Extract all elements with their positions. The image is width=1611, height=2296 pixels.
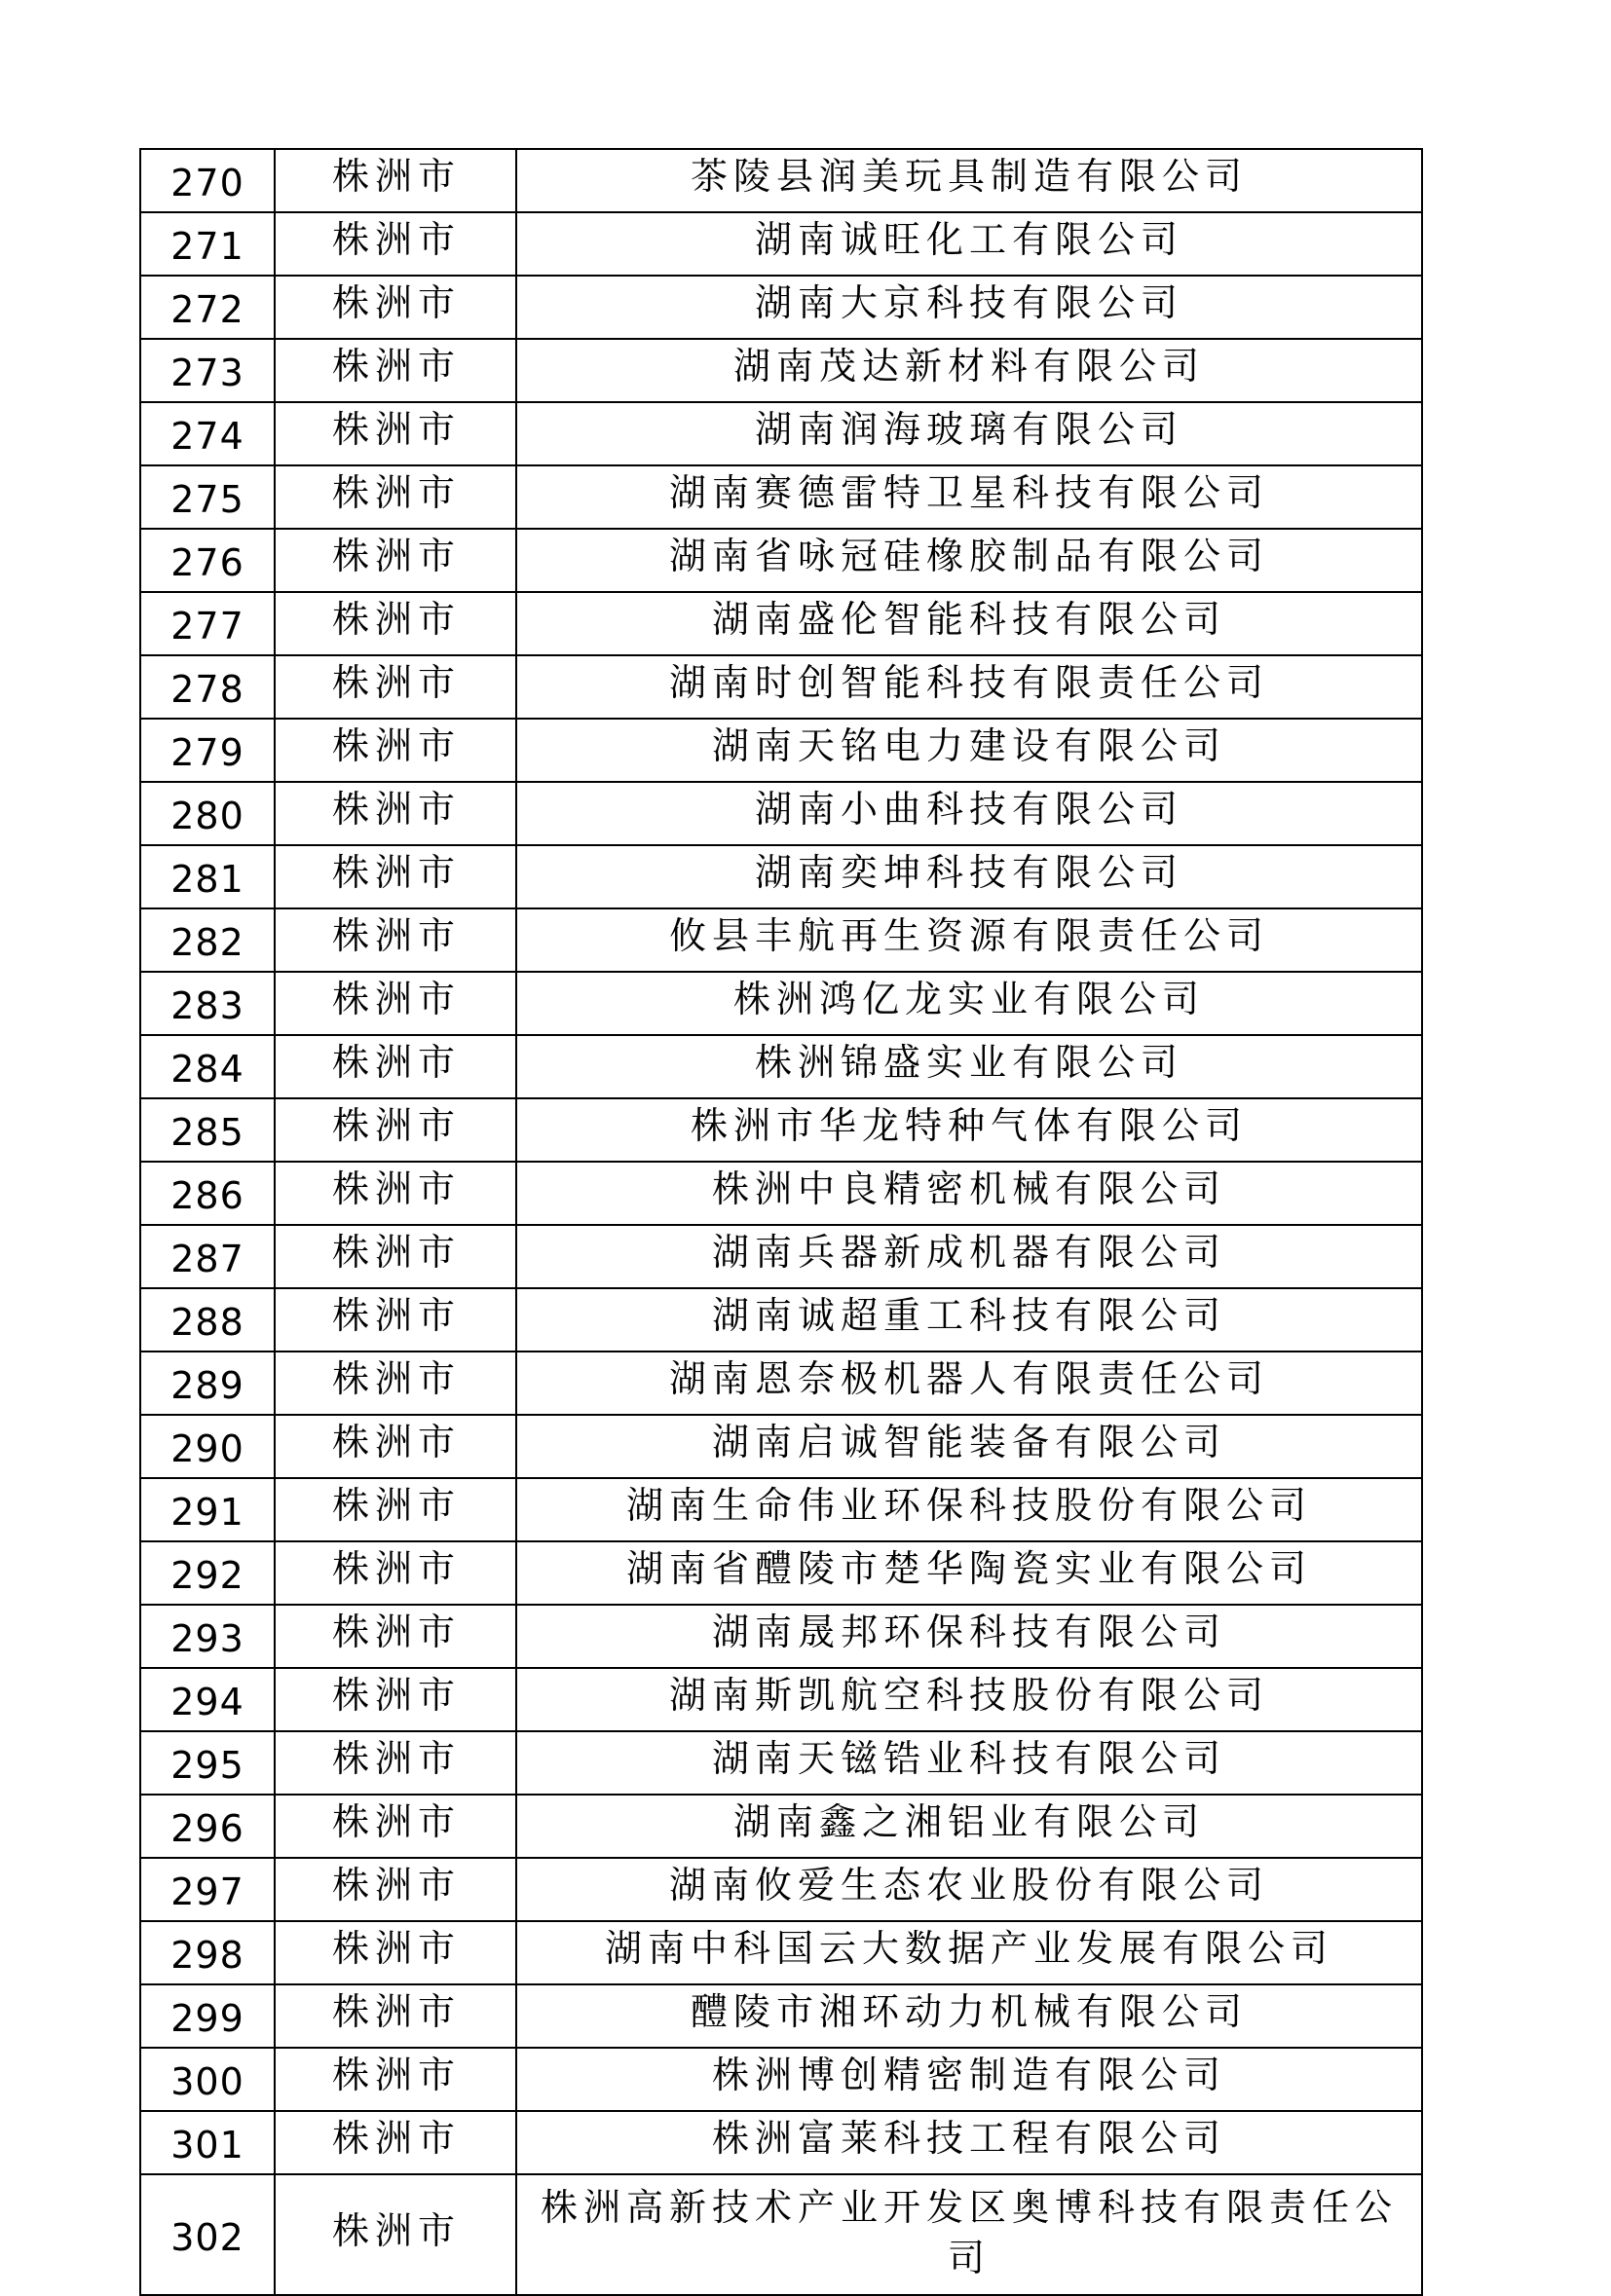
table-row: [140, 908, 1422, 972]
table-row: [140, 1984, 1422, 2048]
table-row: [140, 655, 1422, 719]
city-cell: 株洲市: [275, 529, 516, 592]
table-row: [140, 1921, 1422, 1984]
table-row: [140, 1858, 1422, 1921]
row-number: 275: [140, 465, 275, 529]
table-row: [140, 1162, 1422, 1225]
row-number: 278: [140, 655, 275, 719]
company-name-cell: 湖南中科国云大数据产业发展有限公司: [516, 1921, 1422, 1984]
company-name-cell: 湖南恩奈极机器人有限责任公司: [516, 1352, 1422, 1415]
table-row: [140, 1605, 1422, 1668]
company-name-cell: 湖南奕坤科技有限公司: [516, 845, 1422, 908]
city-cell: 株洲市: [275, 2111, 516, 2174]
city-cell: 株洲市: [275, 845, 516, 908]
row-number: 279: [140, 719, 275, 782]
row-number: 282: [140, 908, 275, 972]
table-row: [140, 276, 1422, 339]
row-number: 289: [140, 1352, 275, 1415]
city-cell: 株洲市: [275, 402, 516, 465]
table-row: [140, 2048, 1422, 2111]
city-cell: 株洲市: [275, 212, 516, 276]
table-row: [140, 1288, 1422, 1352]
company-name-cell: 湖南天铭电力建设有限公司: [516, 719, 1422, 782]
table-row: [140, 1098, 1422, 1162]
table-row: [140, 149, 1422, 212]
city-cell: 株洲市: [275, 465, 516, 529]
company-name-cell: 湖南省咏冠硅橡胶制品有限公司: [516, 529, 1422, 592]
row-number: 283: [140, 972, 275, 1035]
row-number: 281: [140, 845, 275, 908]
table-row: [140, 1668, 1422, 1731]
table-row: [140, 1035, 1422, 1098]
row-number: 286: [140, 1162, 275, 1225]
table-row: [140, 402, 1422, 465]
row-number: 274: [140, 402, 275, 465]
city-cell: 株洲市: [275, 1605, 516, 1668]
table-row: [140, 592, 1422, 655]
city-cell: 株洲市: [275, 1478, 516, 1541]
table-row: [140, 972, 1422, 1035]
row-number: 294: [140, 1668, 275, 1731]
table-row: [140, 529, 1422, 592]
row-number: 292: [140, 1541, 275, 1605]
company-name-cell: 湖南鑫之湘铝业有限公司: [516, 1795, 1422, 1858]
city-cell: 株洲市: [275, 1098, 516, 1162]
city-cell: 株洲市: [275, 1415, 516, 1478]
company-name-cell: 湖南生命伟业环保科技股份有限公司: [516, 1478, 1422, 1541]
row-number: 273: [140, 339, 275, 402]
city-cell: 株洲市: [275, 1541, 516, 1605]
company-name-cell: 株洲市华龙特种气体有限公司: [516, 1098, 1422, 1162]
table-row: [140, 2111, 1422, 2174]
row-number: 295: [140, 1731, 275, 1795]
table-row: [140, 1352, 1422, 1415]
row-number: 300: [140, 2048, 275, 2111]
table-row: [140, 845, 1422, 908]
city-cell: 株洲市: [275, 276, 516, 339]
company-name-cell: 湖南兵器新成机器有限公司: [516, 1225, 1422, 1288]
company-name-cell: 株洲鸿亿龙实业有限公司: [516, 972, 1422, 1035]
row-number: 280: [140, 782, 275, 845]
table-row: [140, 339, 1422, 402]
row-number: 271: [140, 212, 275, 276]
row-number: 284: [140, 1035, 275, 1098]
company-name-cell: 湖南大京科技有限公司: [516, 276, 1422, 339]
city-cell: 株洲市: [275, 719, 516, 782]
row-number: 276: [140, 529, 275, 592]
row-number: 298: [140, 1921, 275, 1984]
table-row: [140, 782, 1422, 845]
city-cell: 株洲市: [275, 1858, 516, 1921]
company-name-cell: 湖南诚旺化工有限公司: [516, 212, 1422, 276]
company-name-cell: 湖南赛德雷特卫星科技有限公司: [516, 465, 1422, 529]
row-number: 297: [140, 1858, 275, 1921]
row-number: 277: [140, 592, 275, 655]
company-name-cell: 湖南攸爱生态农业股份有限公司: [516, 1858, 1422, 1921]
row-number: 288: [140, 1288, 275, 1352]
row-number: 301: [140, 2111, 275, 2174]
company-name-cell: 湖南启诚智能装备有限公司: [516, 1415, 1422, 1478]
city-cell: 株洲市: [275, 655, 516, 719]
city-cell: 株洲市: [275, 1668, 516, 1731]
company-name-cell: 醴陵市湘环动力机械有限公司: [516, 1984, 1422, 2048]
table-row: [140, 2174, 1422, 2295]
table-row: [140, 1795, 1422, 1858]
city-cell: 株洲市: [275, 1921, 516, 1984]
company-name-cell: 湖南盛伦智能科技有限公司: [516, 592, 1422, 655]
company-name-cell: 株洲锦盛实业有限公司: [516, 1035, 1422, 1098]
city-cell: 株洲市: [275, 1731, 516, 1795]
row-number: 287: [140, 1225, 275, 1288]
company-name-cell: 湖南诚超重工科技有限公司: [516, 1288, 1422, 1352]
city-cell: 株洲市: [275, 1035, 516, 1098]
company-name-cell: 攸县丰航再生资源有限责任公司: [516, 908, 1422, 972]
row-number: 290: [140, 1415, 275, 1478]
row-number: 270: [140, 149, 275, 212]
city-cell: 株洲市: [275, 339, 516, 402]
company-name-cell: 湖南斯凯航空科技股份有限公司: [516, 1668, 1422, 1731]
company-name-cell: 湖南润海玻璃有限公司: [516, 402, 1422, 465]
company-name-cell: 湖南茂达新材料有限公司: [516, 339, 1422, 402]
city-cell: 株洲市: [275, 782, 516, 845]
row-number: 302: [140, 2174, 275, 2295]
city-cell: 株洲市: [275, 592, 516, 655]
city-cell: 株洲市: [275, 1288, 516, 1352]
table-body: [140, 149, 1422, 2295]
company-name-cell: 株洲富莱科技工程有限公司: [516, 2111, 1422, 2174]
row-number: 291: [140, 1478, 275, 1541]
row-number: 296: [140, 1795, 275, 1858]
city-cell: 株洲市: [275, 1162, 516, 1225]
city-cell: 株洲市: [275, 1225, 516, 1288]
table-row: [140, 1415, 1422, 1478]
row-number: 272: [140, 276, 275, 339]
table-row: [140, 465, 1422, 529]
table-row: [140, 719, 1422, 782]
company-name-cell: 湖南省醴陵市楚华陶瓷实业有限公司: [516, 1541, 1422, 1605]
company-list-table: [139, 148, 1423, 2296]
table-row: [140, 1225, 1422, 1288]
row-number: 299: [140, 1984, 275, 2048]
company-name-cell: 湖南晟邦环保科技有限公司: [516, 1605, 1422, 1668]
table-row: [140, 212, 1422, 276]
company-name-cell: 茶陵县润美玩具制造有限公司: [516, 149, 1422, 212]
city-cell: 株洲市: [275, 2048, 516, 2111]
table-row: [140, 1478, 1422, 1541]
company-name-cell: 株洲中良精密机械有限公司: [516, 1162, 1422, 1225]
city-cell: 株洲市: [275, 2174, 516, 2295]
row-number: 293: [140, 1605, 275, 1668]
city-cell: 株洲市: [275, 972, 516, 1035]
company-name-cell: 湖南小曲科技有限公司: [516, 782, 1422, 845]
city-cell: 株洲市: [275, 908, 516, 972]
city-cell: 株洲市: [275, 1795, 516, 1858]
company-name-cell: 湖南天镃锆业科技有限公司: [516, 1731, 1422, 1795]
city-cell: 株洲市: [275, 149, 516, 212]
city-cell: 株洲市: [275, 1352, 516, 1415]
table-row: [140, 1731, 1422, 1795]
company-name-cell: 株洲博创精密制造有限公司: [516, 2048, 1422, 2111]
company-name-cell: 株洲高新技术产业开发区奥博科技有限责任公司: [516, 2174, 1422, 2295]
row-number: 285: [140, 1098, 275, 1162]
table-row: [140, 1541, 1422, 1605]
company-name-cell: 湖南时创智能科技有限责任公司: [516, 655, 1422, 719]
city-cell: 株洲市: [275, 1984, 516, 2048]
